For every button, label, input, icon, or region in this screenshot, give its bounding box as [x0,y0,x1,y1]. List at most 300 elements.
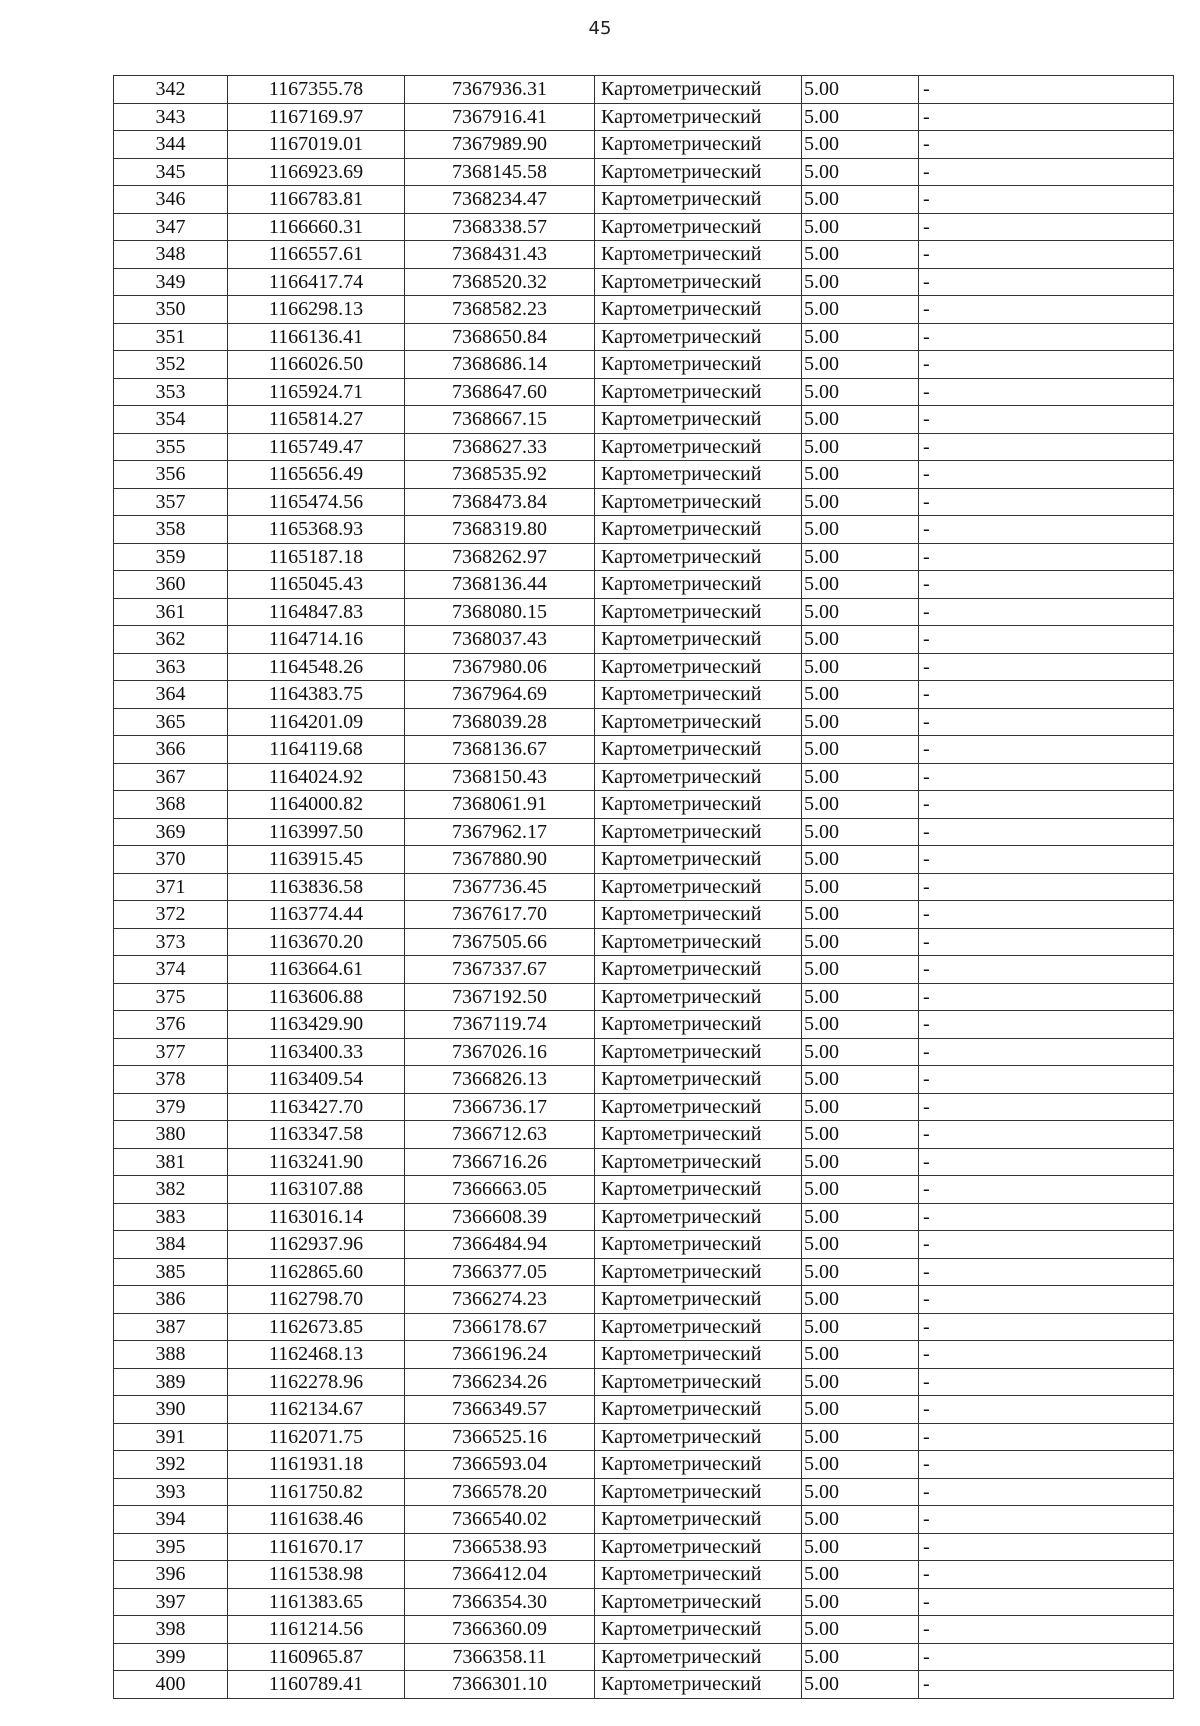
table-row [114,76,1174,104]
y-coordinate-cell: 7367026.16 [405,1038,595,1066]
y-coordinate-cell: 7366196.24 [405,1341,595,1369]
x-coordinate-cell: 1166298.13 [228,296,405,324]
description-cell: - [919,1066,1174,1094]
table-row [114,1148,1174,1176]
method-cell: Картометрический [595,791,802,819]
method-cell: Картометрический [595,571,802,599]
table-row [114,1643,1174,1671]
table-row [114,1506,1174,1534]
accuracy-cell: 5.00 [802,1286,919,1314]
y-coordinate-cell: 7368473.84 [405,488,595,516]
accuracy-cell: 5.00 [802,296,919,324]
method-cell: Картометрический [595,653,802,681]
x-coordinate-cell: 1161383.65 [228,1588,405,1616]
method-cell: Картометрический [595,488,802,516]
y-coordinate-cell: 7366525.16 [405,1423,595,1451]
y-coordinate-cell: 7366716.26 [405,1148,595,1176]
accuracy-cell: 5.00 [802,653,919,681]
method-cell: Картометрический [595,433,802,461]
point-number-cell: 393 [114,1478,228,1506]
y-coordinate-cell: 7368520.32 [405,268,595,296]
x-coordinate-cell: 1164000.82 [228,791,405,819]
x-coordinate-cell: 1163107.88 [228,1176,405,1204]
y-coordinate-cell: 7367880.90 [405,846,595,874]
description-cell: - [919,1313,1174,1341]
method-cell: Картометрический [595,763,802,791]
description-cell: - [919,983,1174,1011]
y-coordinate-cell: 7368338.57 [405,213,595,241]
table-row [114,433,1174,461]
method-cell: Картометрический [595,1258,802,1286]
method-cell: Картометрический [595,1396,802,1424]
x-coordinate-cell: 1162071.75 [228,1423,405,1451]
accuracy-cell: 5.00 [802,1616,919,1644]
description-cell: - [919,1451,1174,1479]
point-number-cell: 361 [114,598,228,626]
description-cell: - [919,571,1174,599]
accuracy-cell: 5.00 [802,268,919,296]
coordinates-table [113,75,1174,1699]
description-cell: - [919,873,1174,901]
table-row [114,928,1174,956]
y-coordinate-cell: 7366484.94 [405,1231,595,1259]
method-cell: Картометрический [595,1038,802,1066]
point-number-cell: 365 [114,708,228,736]
accuracy-cell: 5.00 [802,1313,919,1341]
description-cell: - [919,131,1174,159]
y-coordinate-cell: 7368039.28 [405,708,595,736]
description-cell: - [919,681,1174,709]
point-number-cell: 342 [114,76,228,104]
x-coordinate-cell: 1163774.44 [228,901,405,929]
table-row [114,351,1174,379]
y-coordinate-cell: 7368535.92 [405,461,595,489]
x-coordinate-cell: 1163347.58 [228,1121,405,1149]
x-coordinate-cell: 1163915.45 [228,846,405,874]
point-number-cell: 359 [114,543,228,571]
x-coordinate-cell: 1165814.27 [228,406,405,434]
method-cell: Картометрический [595,1451,802,1479]
point-number-cell: 382 [114,1176,228,1204]
method-cell: Картометрический [595,1423,802,1451]
accuracy-cell: 5.00 [802,158,919,186]
description-cell: - [919,1231,1174,1259]
method-cell: Картометрический [595,1561,802,1589]
description-cell: - [919,956,1174,984]
point-number-cell: 388 [114,1341,228,1369]
table-row [114,791,1174,819]
point-number-cell: 346 [114,186,228,214]
accuracy-cell: 5.00 [802,1011,919,1039]
accuracy-cell: 5.00 [802,406,919,434]
x-coordinate-cell: 1162798.70 [228,1286,405,1314]
point-number-cell: 383 [114,1203,228,1231]
table-row [114,543,1174,571]
y-coordinate-cell: 7366578.20 [405,1478,595,1506]
accuracy-cell: 5.00 [802,901,919,929]
point-number-cell: 343 [114,103,228,131]
description-cell: - [919,323,1174,351]
table-row [114,1616,1174,1644]
y-coordinate-cell: 7368667.15 [405,406,595,434]
accuracy-cell: 5.00 [802,1121,919,1149]
x-coordinate-cell: 1166026.50 [228,351,405,379]
description-cell: - [919,1616,1174,1644]
accuracy-cell: 5.00 [802,1423,919,1451]
table-row [114,1093,1174,1121]
y-coordinate-cell: 7366826.13 [405,1066,595,1094]
y-coordinate-cell: 7368080.15 [405,598,595,626]
method-cell: Картометрический [595,1203,802,1231]
method-cell: Картометрический [595,1616,802,1644]
point-number-cell: 385 [114,1258,228,1286]
point-number-cell: 344 [114,131,228,159]
table-row [114,1231,1174,1259]
method-cell: Картометрический [595,1148,802,1176]
x-coordinate-cell: 1166783.81 [228,186,405,214]
method-cell: Картометрический [595,928,802,956]
x-coordinate-cell: 1165045.43 [228,571,405,599]
accuracy-cell: 5.00 [802,1396,919,1424]
table-row [114,323,1174,351]
table-row [114,983,1174,1011]
method-cell: Картометрический [595,323,802,351]
description-cell: - [919,708,1174,736]
accuracy-cell: 5.00 [802,1148,919,1176]
description-cell: - [919,488,1174,516]
point-number-cell: 378 [114,1066,228,1094]
accuracy-cell: 5.00 [802,131,919,159]
description-cell: - [919,461,1174,489]
y-coordinate-cell: 7366349.57 [405,1396,595,1424]
table-body [114,76,1174,1699]
description-cell: - [919,1671,1174,1699]
point-number-cell: 348 [114,241,228,269]
description-cell: - [919,1011,1174,1039]
x-coordinate-cell: 1164024.92 [228,763,405,791]
method-cell: Картометрический [595,1176,802,1204]
accuracy-cell: 5.00 [802,1671,919,1699]
y-coordinate-cell: 7368582.23 [405,296,595,324]
description-cell: - [919,928,1174,956]
accuracy-cell: 5.00 [802,516,919,544]
method-cell: Картометрический [595,681,802,709]
accuracy-cell: 5.00 [802,1203,919,1231]
y-coordinate-cell: 7366358.11 [405,1643,595,1671]
table-row [114,158,1174,186]
description-cell: - [919,1561,1174,1589]
point-number-cell: 357 [114,488,228,516]
table-row [114,873,1174,901]
description-cell: - [919,1176,1174,1204]
description-cell: - [919,1341,1174,1369]
description-cell: - [919,186,1174,214]
method-cell: Картометрический [595,351,802,379]
y-coordinate-cell: 7366540.02 [405,1506,595,1534]
description-cell: - [919,268,1174,296]
accuracy-cell: 5.00 [802,1506,919,1534]
accuracy-cell: 5.00 [802,186,919,214]
accuracy-cell: 5.00 [802,928,919,956]
point-number-cell: 389 [114,1368,228,1396]
y-coordinate-cell: 7368686.14 [405,351,595,379]
x-coordinate-cell: 1161750.82 [228,1478,405,1506]
point-number-cell: 376 [114,1011,228,1039]
point-number-cell: 386 [114,1286,228,1314]
table-row [114,736,1174,764]
point-number-cell: 379 [114,1093,228,1121]
point-number-cell: 369 [114,818,228,846]
table-row [114,1286,1174,1314]
x-coordinate-cell: 1162278.96 [228,1368,405,1396]
method-cell: Картометрический [595,626,802,654]
point-number-cell: 400 [114,1671,228,1699]
description-cell: - [919,76,1174,104]
method-cell: Картометрический [595,213,802,241]
description-cell: - [919,736,1174,764]
description-cell: - [919,1038,1174,1066]
method-cell: Картометрический [595,516,802,544]
table-row [114,681,1174,709]
method-cell: Картометрический [595,598,802,626]
method-cell: Картометрический [595,956,802,984]
method-cell: Картометрический [595,1671,802,1699]
x-coordinate-cell: 1163664.61 [228,956,405,984]
method-cell: Картометрический [595,708,802,736]
table-row [114,708,1174,736]
method-cell: Картометрический [595,873,802,901]
accuracy-cell: 5.00 [802,1643,919,1671]
table-row [114,763,1174,791]
y-coordinate-cell: 7367980.06 [405,653,595,681]
method-cell: Картометрический [595,1286,802,1314]
table-row [114,1478,1174,1506]
y-coordinate-cell: 7368037.43 [405,626,595,654]
x-coordinate-cell: 1164548.26 [228,653,405,681]
point-number-cell: 375 [114,983,228,1011]
x-coordinate-cell: 1164714.16 [228,626,405,654]
y-coordinate-cell: 7368234.47 [405,186,595,214]
accuracy-cell: 5.00 [802,983,919,1011]
table-row [114,1066,1174,1094]
table-row [114,956,1174,984]
description-cell: - [919,351,1174,379]
table-row [114,1038,1174,1066]
point-number-cell: 370 [114,846,228,874]
table-row [114,653,1174,681]
x-coordinate-cell: 1163409.54 [228,1066,405,1094]
description-cell: - [919,1148,1174,1176]
table-row [114,268,1174,296]
y-coordinate-cell: 7366234.26 [405,1368,595,1396]
point-number-cell: 345 [114,158,228,186]
accuracy-cell: 5.00 [802,1451,919,1479]
description-cell: - [919,1588,1174,1616]
table-row [114,1671,1174,1699]
x-coordinate-cell: 1164119.68 [228,736,405,764]
point-number-cell: 368 [114,791,228,819]
x-coordinate-cell: 1167169.97 [228,103,405,131]
method-cell: Картометрический [595,131,802,159]
method-cell: Картометрический [595,461,802,489]
x-coordinate-cell: 1162865.60 [228,1258,405,1286]
method-cell: Картометрический [595,1121,802,1149]
x-coordinate-cell: 1161214.56 [228,1616,405,1644]
y-coordinate-cell: 7366736.17 [405,1093,595,1121]
table-row [114,296,1174,324]
accuracy-cell: 5.00 [802,1368,919,1396]
x-coordinate-cell: 1160789.41 [228,1671,405,1699]
x-coordinate-cell: 1163606.88 [228,983,405,1011]
x-coordinate-cell: 1160965.87 [228,1643,405,1671]
description-cell: - [919,846,1174,874]
table-row [114,1011,1174,1039]
description-cell: - [919,1203,1174,1231]
x-coordinate-cell: 1162134.67 [228,1396,405,1424]
y-coordinate-cell: 7368136.67 [405,736,595,764]
method-cell: Картометрический [595,901,802,929]
table-row [114,461,1174,489]
description-cell: - [919,1368,1174,1396]
y-coordinate-cell: 7367192.50 [405,983,595,1011]
point-number-cell: 367 [114,763,228,791]
table-row [114,1313,1174,1341]
method-cell: Картометрический [595,158,802,186]
description-cell: - [919,406,1174,434]
description-cell: - [919,791,1174,819]
method-cell: Картометрический [595,818,802,846]
accuracy-cell: 5.00 [802,351,919,379]
accuracy-cell: 5.00 [802,626,919,654]
point-number-cell: 353 [114,378,228,406]
description-cell: - [919,1506,1174,1534]
accuracy-cell: 5.00 [802,1588,919,1616]
table-row [114,626,1174,654]
description-cell: - [919,1286,1174,1314]
point-number-cell: 355 [114,433,228,461]
y-coordinate-cell: 7367736.45 [405,873,595,901]
point-number-cell: 371 [114,873,228,901]
y-coordinate-cell: 7368150.43 [405,763,595,791]
table-row [114,131,1174,159]
y-coordinate-cell: 7367936.31 [405,76,595,104]
y-coordinate-cell: 7367964.69 [405,681,595,709]
accuracy-cell: 5.00 [802,598,919,626]
method-cell: Картометрический [595,846,802,874]
method-cell: Картометрический [595,1588,802,1616]
method-cell: Картометрический [595,406,802,434]
point-number-cell: 392 [114,1451,228,1479]
description-cell: - [919,653,1174,681]
x-coordinate-cell: 1163427.70 [228,1093,405,1121]
method-cell: Картометрический [595,1368,802,1396]
y-coordinate-cell: 7366663.05 [405,1176,595,1204]
table-row [114,516,1174,544]
table-row [114,1341,1174,1369]
y-coordinate-cell: 7366538.93 [405,1533,595,1561]
table-row [114,598,1174,626]
accuracy-cell: 5.00 [802,76,919,104]
point-number-cell: 366 [114,736,228,764]
table-row [114,186,1174,214]
x-coordinate-cell: 1167019.01 [228,131,405,159]
accuracy-cell: 5.00 [802,241,919,269]
y-coordinate-cell: 7366608.39 [405,1203,595,1231]
accuracy-cell: 5.00 [802,103,919,131]
point-number-cell: 349 [114,268,228,296]
accuracy-cell: 5.00 [802,681,919,709]
point-number-cell: 352 [114,351,228,379]
page-number: 45 [588,18,612,39]
x-coordinate-cell: 1167355.78 [228,76,405,104]
method-cell: Картометрический [595,1011,802,1039]
x-coordinate-cell: 1164847.83 [228,598,405,626]
accuracy-cell: 5.00 [802,791,919,819]
accuracy-cell: 5.00 [802,461,919,489]
method-cell: Картометрический [595,378,802,406]
x-coordinate-cell: 1163997.50 [228,818,405,846]
y-coordinate-cell: 7367989.90 [405,131,595,159]
x-coordinate-cell: 1163836.58 [228,873,405,901]
x-coordinate-cell: 1166417.74 [228,268,405,296]
table-row [114,571,1174,599]
x-coordinate-cell: 1165749.47 [228,433,405,461]
accuracy-cell: 5.00 [802,488,919,516]
point-number-cell: 363 [114,653,228,681]
y-coordinate-cell: 7367617.70 [405,901,595,929]
table-row [114,241,1174,269]
method-cell: Картометрический [595,268,802,296]
y-coordinate-cell: 7368061.91 [405,791,595,819]
x-coordinate-cell: 1163241.90 [228,1148,405,1176]
point-number-cell: 373 [114,928,228,956]
table-row [114,1423,1174,1451]
x-coordinate-cell: 1163429.90 [228,1011,405,1039]
x-coordinate-cell: 1161670.17 [228,1533,405,1561]
y-coordinate-cell: 7366712.63 [405,1121,595,1149]
point-number-cell: 399 [114,1643,228,1671]
method-cell: Картометрический [595,1478,802,1506]
description-cell: - [919,626,1174,654]
table-row [114,1203,1174,1231]
table-row [114,103,1174,131]
description-cell: - [919,296,1174,324]
table-row [114,1588,1174,1616]
point-number-cell: 358 [114,516,228,544]
description-cell: - [919,901,1174,929]
accuracy-cell: 5.00 [802,433,919,461]
y-coordinate-cell: 7367962.17 [405,818,595,846]
accuracy-cell: 5.00 [802,378,919,406]
y-coordinate-cell: 7367916.41 [405,103,595,131]
point-number-cell: 362 [114,626,228,654]
table-row [114,818,1174,846]
accuracy-cell: 5.00 [802,1231,919,1259]
x-coordinate-cell: 1165656.49 [228,461,405,489]
accuracy-cell: 5.00 [802,763,919,791]
point-number-cell: 354 [114,406,228,434]
accuracy-cell: 5.00 [802,1258,919,1286]
point-number-cell: 347 [114,213,228,241]
accuracy-cell: 5.00 [802,1038,919,1066]
point-number-cell: 390 [114,1396,228,1424]
table-row [114,1533,1174,1561]
y-coordinate-cell: 7368431.43 [405,241,595,269]
method-cell: Картометрический [595,103,802,131]
method-cell: Картометрический [595,1506,802,1534]
method-cell: Картометрический [595,1066,802,1094]
point-number-cell: 397 [114,1588,228,1616]
